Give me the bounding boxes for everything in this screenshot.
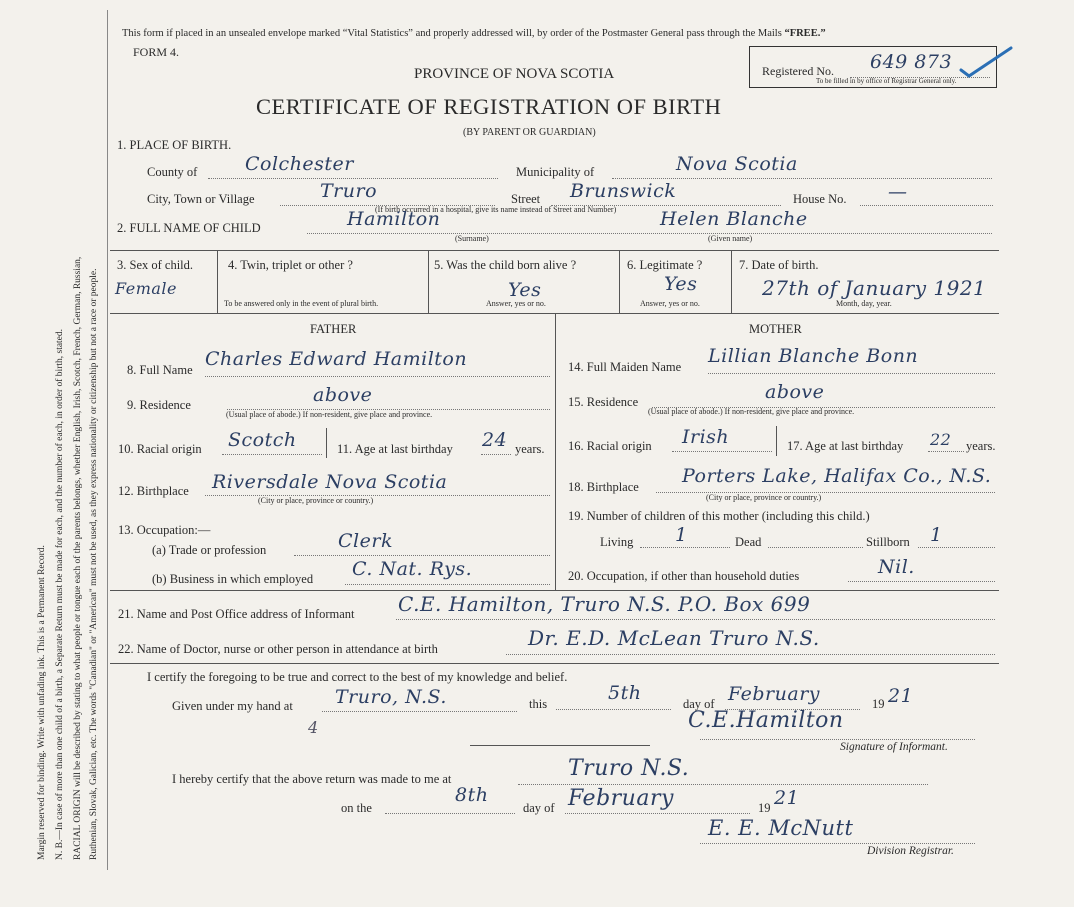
living-label: Living [600, 535, 634, 549]
legitimate-label: 6. Legitimate ? [627, 258, 703, 272]
mother-birthplace: Porters Lake, Halifax Co., N.S. [682, 465, 992, 487]
mother-birthplace-label: 18. Birthplace [568, 480, 639, 494]
mother-years: years. [966, 439, 996, 453]
mother-age-label: 17. Age at last birthday [787, 439, 904, 453]
father-birthplace-label: 12. Birthplace [118, 484, 189, 498]
twin-note: To be answered only in the event of plural birth. [224, 299, 379, 308]
twin-label: 4. Twin, triplet or other ? [228, 258, 353, 272]
mother-age: 22 [930, 430, 952, 449]
given-day: 5th [608, 682, 642, 704]
registered-note: To be filled in by office of Registrar General only. [816, 77, 957, 85]
father-name-label: 8. Full Name [127, 363, 193, 377]
province-heading: PROVINCE OF NOVA SCOTIA [414, 66, 615, 82]
child-name-label: 2. FULL NAME OF CHILD [117, 221, 261, 235]
registrar-month: February [568, 786, 674, 811]
father-business-label: (b) Business in which employed [152, 572, 314, 586]
given-year: 21 [888, 685, 914, 707]
father-birthplace-note: (City or place, province or country.) [258, 496, 374, 505]
mother-heading: MOTHER [749, 322, 802, 336]
doctor-value: Dr. E.D. McLean Truro N.S. [528, 626, 820, 650]
street-label: Street [511, 192, 541, 206]
mother-name: Lillian Blanche Bonn [708, 345, 919, 367]
given-month: February [728, 683, 821, 705]
registered-number: 649 873 [870, 51, 953, 73]
mother-residence-note: (Usual place of abode.) If non-resident, give place and province. [648, 407, 855, 416]
father-residence: above [313, 384, 373, 406]
street-value: Brunswick [570, 180, 677, 202]
hospital-note: (If birth occurred in a hospital, give its name instead of Street and Number) [375, 205, 617, 214]
informant-address: C.E. Hamilton, Truro N.S. P.O. Box 699 [398, 592, 811, 616]
father-heading: FATHER [310, 322, 357, 336]
sex-value: Female [115, 279, 177, 298]
alive-value: Yes [508, 279, 542, 301]
margin-rule [107, 10, 108, 870]
form-number: FORM 4. [133, 45, 180, 59]
alive-label: 5. Was the child born alive ? [434, 258, 577, 272]
county-label: County of [147, 165, 198, 179]
mother-racial: Irish [682, 426, 730, 448]
registrar-signature: E. E. McNutt [708, 816, 854, 840]
father-racial-label: 10. Racial origin [118, 442, 202, 456]
registrar-year: 21 [774, 787, 800, 809]
father-business: C. Nat. Rys. [352, 558, 473, 580]
registrar-label: Division Registrar. [867, 845, 954, 857]
registrar-text: I hereby certify that the above return was made to me at [172, 772, 452, 786]
father-years: years. [515, 442, 545, 456]
child-given-name: Helen Blanche [660, 208, 808, 230]
house-label: House No. [793, 192, 847, 206]
municipality-value: Nova Scotia [676, 153, 798, 175]
given-place: Truro, N.S. [335, 686, 447, 708]
informant-signature: C.E.Hamilton [688, 708, 844, 733]
certify-text: I certify the foregoing to be true and correct to the best of my knowledge and belief. [147, 670, 568, 684]
legitimate-note: Answer, yes or no. [640, 299, 700, 308]
father-racial: Scotch [228, 429, 297, 451]
doctor-label: 22. Name of Doctor, nurse or other person in attendance at birth [118, 642, 438, 656]
mail-note [122, 29, 826, 40]
surname-note: (Surname) [455, 234, 489, 243]
place-of-birth-heading: 1. PLACE OF BIRTH. [117, 138, 232, 152]
mother-occupation: Nil. [878, 556, 915, 578]
father-trade: Clerk [338, 530, 393, 552]
county-value: Colchester [245, 153, 354, 175]
mother-residence-label: 15. Residence [568, 395, 639, 409]
mother-name-label: 14. Full Maiden Name [568, 360, 682, 374]
registrar-day: 8th [455, 784, 489, 806]
father-name: Charles Edward Hamilton [205, 348, 468, 370]
father-residence-note: (Usual place of abode.) If non-resident, give place and province. [226, 410, 433, 419]
children-count-label: 19. Number of children of this mother (including this child.) [568, 509, 870, 523]
house-value: — [888, 181, 908, 203]
municipality-label: Municipality of [516, 165, 595, 179]
date-label: 7. Date of birth. [739, 258, 819, 272]
mother-birthplace-note: (City or place, province or country.) [706, 493, 822, 502]
given-note: (Given name) [708, 234, 753, 243]
certificate-title: CERTIFICATE OF REGISTRATION OF BIRTH [256, 94, 722, 119]
signature-label: Signature of Informant. [840, 741, 948, 753]
mail-note-text: This form if placed in an unsealed envelope marked “Vital Statistics” and properly addressed will, by order of the Postmaster General pass through the Mails [122, 28, 782, 39]
city-label: City, Town or Village [147, 192, 255, 206]
margin-note-2: N. B.—In case of more than one child of a birth, a Separate Return must be made for each, and the number of each, in order of birth, stated. [55, 328, 65, 860]
given-day-of-label: day of [683, 697, 715, 711]
city-value: Truro [320, 180, 378, 202]
father-occupation-label: 13. Occupation:— [118, 523, 211, 537]
registrar-year-prefix: 19 [758, 801, 771, 815]
informant-address-label: 21. Name and Post Office address of Informant [118, 607, 355, 621]
father-age-label: 11. Age at last birthday [337, 442, 453, 456]
margin-note-1: Margin reserved for binding. Write with unfading ink. This is a Permanent Record. [37, 545, 47, 860]
stillborn-label: Stillborn [866, 535, 910, 549]
given-year-prefix: 19 [872, 697, 885, 711]
father-residence-label: 9. Residence [127, 398, 191, 412]
mail-note-free: “FREE.” [784, 28, 826, 39]
mother-occupation-label: 20. Occupation, if other than household duties [568, 569, 800, 583]
registrar-day-of-label: day of [523, 801, 555, 815]
father-birthplace: Riversdale Nova Scotia [212, 471, 448, 493]
father-age: 24 [482, 429, 508, 451]
given-under-label: Given under my hand at [172, 699, 293, 713]
dead-label: Dead [735, 535, 762, 549]
date-value: 27th of January 1921 [762, 276, 987, 300]
child-surname: Hamilton [347, 208, 441, 230]
alive-note: Answer, yes or no. [486, 299, 546, 308]
mother-racial-label: 16. Racial origin [568, 439, 652, 453]
margin-note-3: RACIAL ORIGIN will be described by stating to what people or tongue each of the parents belongs, whether English, Irish, Scotch, French, German, Russian, [73, 256, 83, 860]
sex-label: 3. Sex of child. [117, 258, 194, 272]
mother-residence: above [765, 381, 825, 403]
stillborn-value: 1 [930, 524, 943, 546]
on-the-label: on the [341, 801, 372, 815]
this-label: this [529, 697, 548, 711]
living-value: 1 [675, 524, 688, 546]
date-note: Month, day, year. [836, 299, 892, 308]
registered-label: Registered No. [762, 64, 834, 78]
check-mark-icon [955, 44, 1015, 78]
legitimate-value: Yes [664, 273, 698, 295]
father-trade-label: (a) Trade or profession [152, 543, 267, 557]
margin-mark: 4 [308, 718, 319, 737]
certificate-subtitle: (BY PARENT OR GUARDIAN) [463, 127, 596, 138]
margin-note-4: Ruthenian, Slovak, Galician, etc. The words "Canadian" or "American" must not be used, as they express nationality or citizenship but not a race or people. [89, 268, 99, 860]
registrar-place: Truro N.S. [568, 756, 690, 781]
